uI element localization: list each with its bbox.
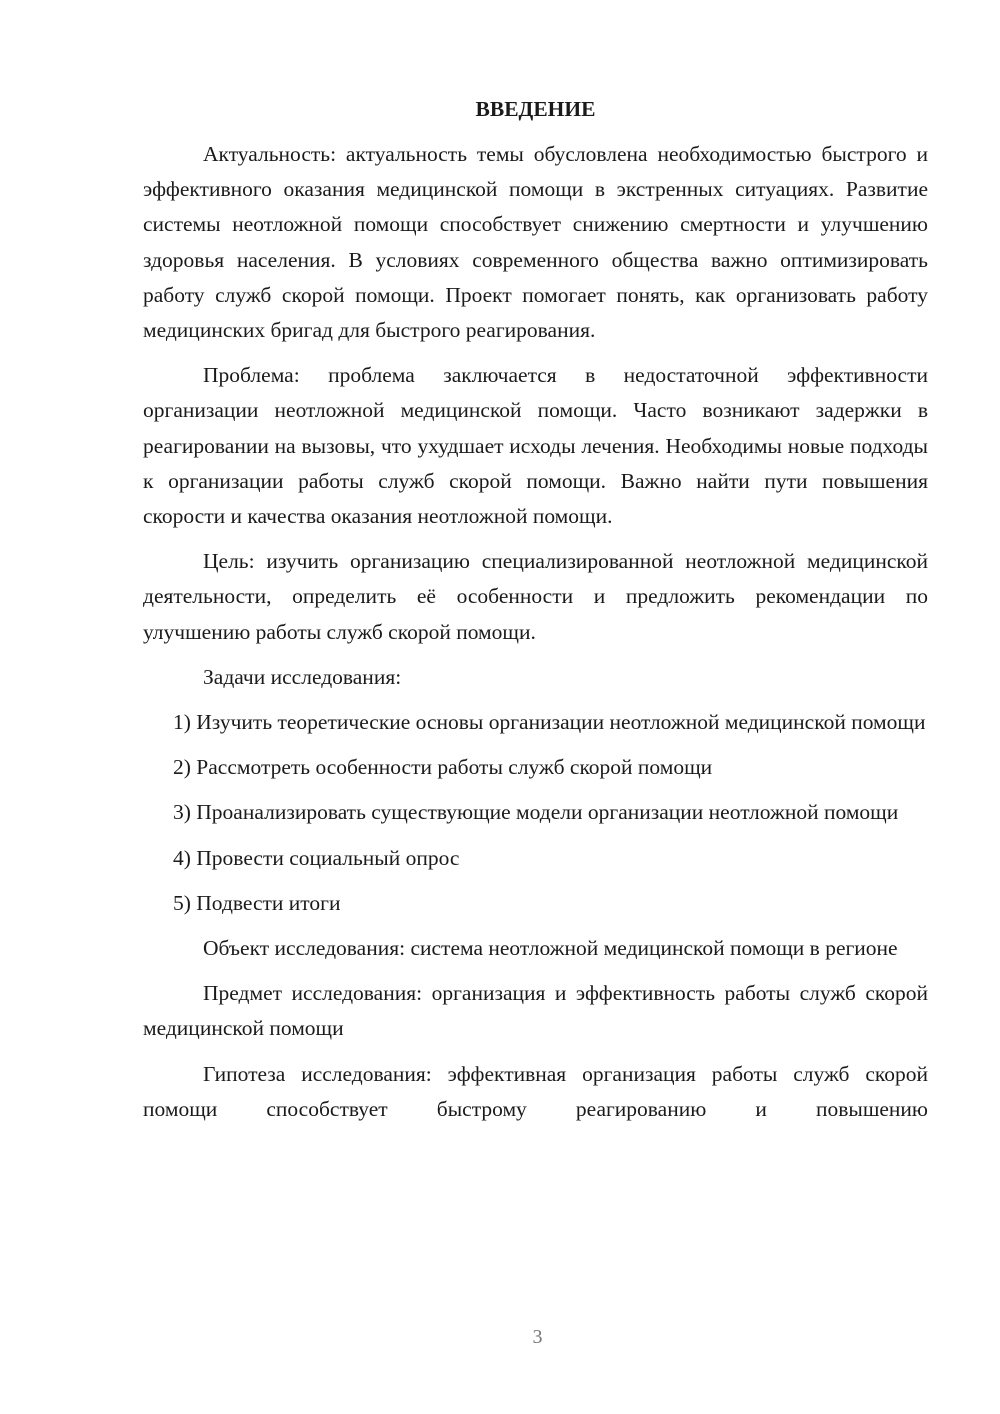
section-heading: ВВЕДЕНИЕ <box>475 97 596 121</box>
tasks-intro: Задачи исследования: <box>203 664 402 689</box>
subject-paragraph: Предмет исследования: организация и эффективность работы служб скорой медицинской помощи <box>143 981 928 1041</box>
goal-paragraph: Цель: изучить организацию специализированной неотложной медицинской деятельности, определить её особенности и предложить рекомендации по улучшению работы служб скорой помощи. <box>143 549 928 644</box>
task-item: 3) Проанализировать существующие модели организации неотложной помощи <box>173 800 899 825</box>
problem-paragraph: Проблема: проблема заключается в недостаточной эффективности организации неотложной медицинской помощи. Часто возникают задержки в реагировании на вызовы, что ухудшает исходы лечения. Необходимы новые подходы к организации работы служб скорой помощи. Важно найти пути повышения скорости и качества оказания неотложной помощи. <box>143 363 928 529</box>
page-number: 3 <box>532 1326 543 1348</box>
task-item: 2) Рассмотреть особенности работы служб скорой помощи <box>173 755 713 780</box>
document-page <box>143 92 928 1137</box>
task-item: 5) Подвести итоги <box>173 890 341 915</box>
relevance-paragraph: Актуальность: актуальность темы обусловлена необходимостью быстрого и эффективного оказания медицинской помощи в экстренных ситуациях. Развитие системы неотложной помощи способствует снижению смертности и улучшению здоровья населения. В условиях современного общества важно оптимизировать работу служб скорой помощи. Проект помогает понять, как организовать работу медицинских бригад для быстрого реагирования. <box>143 142 928 343</box>
object-paragraph: Объект исследования: система неотложной медицинской помощи в регионе <box>203 936 898 961</box>
task-item: 4) Провести социальный опрос <box>173 845 460 870</box>
hypothesis-paragraph: Гипотеза исследования: эффективная организация работы служб скорой помощи способствует быстрому реагированию и повышению <box>143 1061 928 1121</box>
task-item: 1) Изучить теоретические основы организации неотложной медицинской помощи <box>173 710 926 735</box>
